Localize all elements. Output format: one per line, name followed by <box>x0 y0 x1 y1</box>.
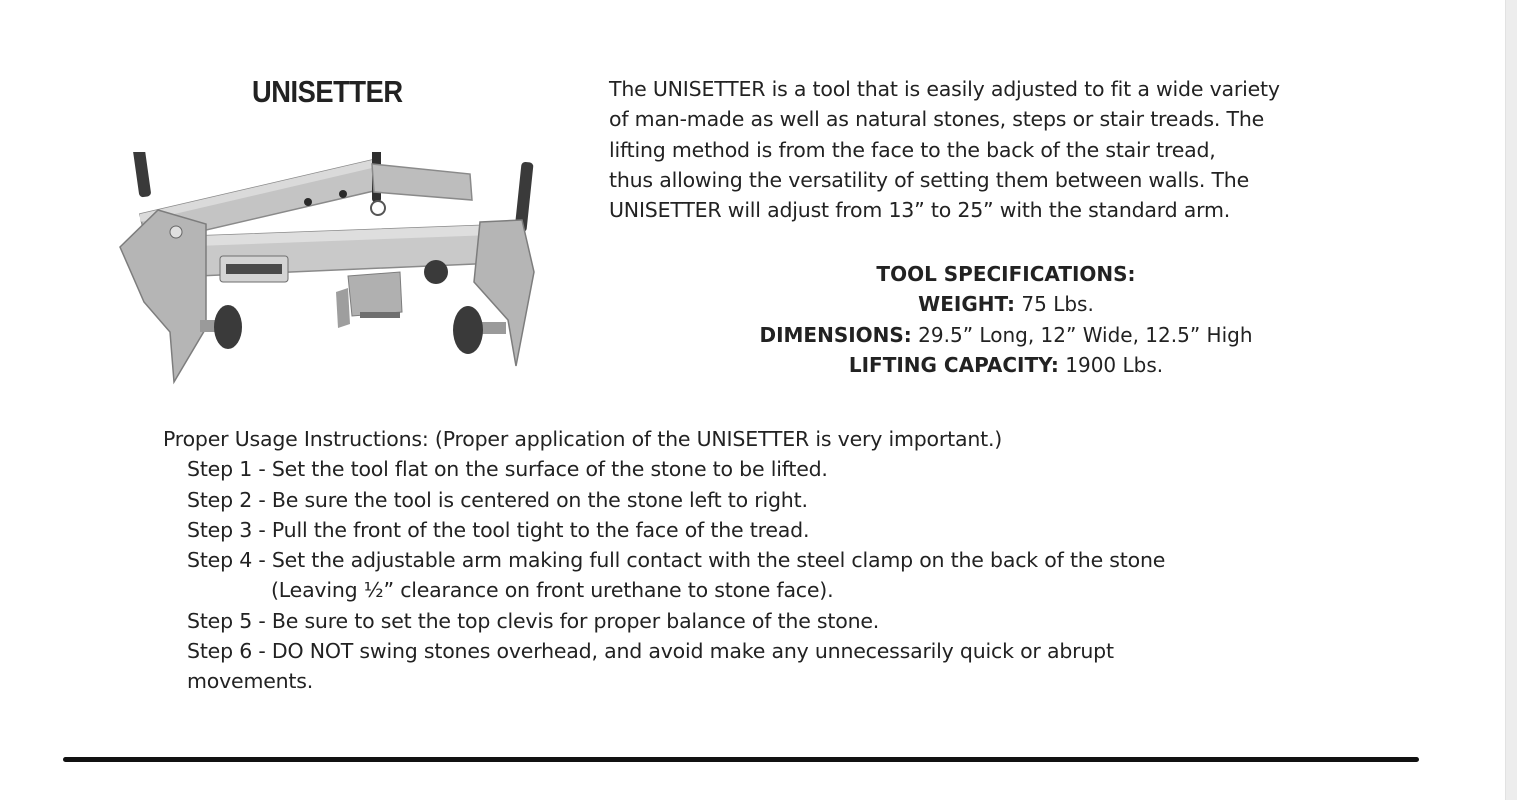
usage-step: Step 5 - Be sure to set the top clevis for proper balance of the stone. <box>187 608 880 633</box>
usage-step: Step 2 - Be sure the tool is centered on the stone left to right. <box>187 487 808 512</box>
tool-center-foot <box>336 272 402 328</box>
usage-step: Step 6 - DO NOT swing stones overhead, and avoid make any unnecessarily quick or abrupt <box>187 639 1114 664</box>
usage-instructions <box>163 424 1483 697</box>
tool-right-jaw <box>474 220 534 366</box>
tool-right-knob-small <box>424 260 448 284</box>
usage-intro: Proper Usage Instructions: (Proper application of the UNISETTER is very important.) <box>163 427 1003 451</box>
intro-paragraph <box>609 74 1399 225</box>
spec-dimensions-value: 29.5” Long, 12” Wide, 12.5” High <box>911 322 1253 347</box>
spec-weight <box>700 289 1312 319</box>
spec-capacity-value: 1900 Lbs. <box>1058 352 1164 377</box>
tool-left-jaw <box>120 210 206 382</box>
tool-specifications <box>700 259 1312 380</box>
spec-capacity-label: LIFTING CAPACITY: <box>848 352 1059 377</box>
usage-step-continuation: (Leaving ½” clearance on front urethane to stone face). <box>271 578 834 603</box>
intro-line: lifting method is from the face to the back of the stair tread, <box>609 137 1216 162</box>
spec-dimensions <box>700 320 1312 350</box>
usage-step: Step 4 - Set the adjustable arm making full contact with the steel clamp on the back of the stone <box>187 548 1166 573</box>
spec-weight-label: WEIGHT: <box>918 292 1016 317</box>
intro-line: of man-made as well as natural stones, steps or stair treads. The <box>609 107 1265 132</box>
specs-heading: TOOL SPECIFICATIONS: <box>876 262 1136 286</box>
usage-step: Step 1 - Set the tool flat on the surface of the stone to be lifted. <box>187 457 828 482</box>
product-title: UNISETTER <box>252 74 403 109</box>
tool-right-bar <box>372 164 472 200</box>
unisetter-tool-image <box>110 152 550 392</box>
tool-left-handle <box>130 152 151 198</box>
spec-capacity <box>700 350 1312 380</box>
intro-line: The UNISETTER is a tool that is easily adjusted to fit a wide variety <box>609 77 1280 101</box>
spec-dimensions-label: DIMENSIONS: <box>759 322 912 347</box>
scrollbar[interactable] <box>1505 0 1517 800</box>
horizontal-divider <box>63 757 1419 762</box>
tool-lower-bar <box>196 224 522 282</box>
spec-weight-value: 75 Lbs. <box>1015 292 1094 317</box>
intro-line: thus allowing the versatility of setting them between walls. The <box>609 167 1249 192</box>
tool-right-knob <box>453 306 506 354</box>
usage-step-continuation: movements. <box>187 669 314 694</box>
intro-line: UNISETTER will adjust from 13” to 25” with the standard arm. <box>609 198 1231 223</box>
usage-step: Step 3 - Pull the front of the tool tight to the face of the tread. <box>187 517 810 542</box>
